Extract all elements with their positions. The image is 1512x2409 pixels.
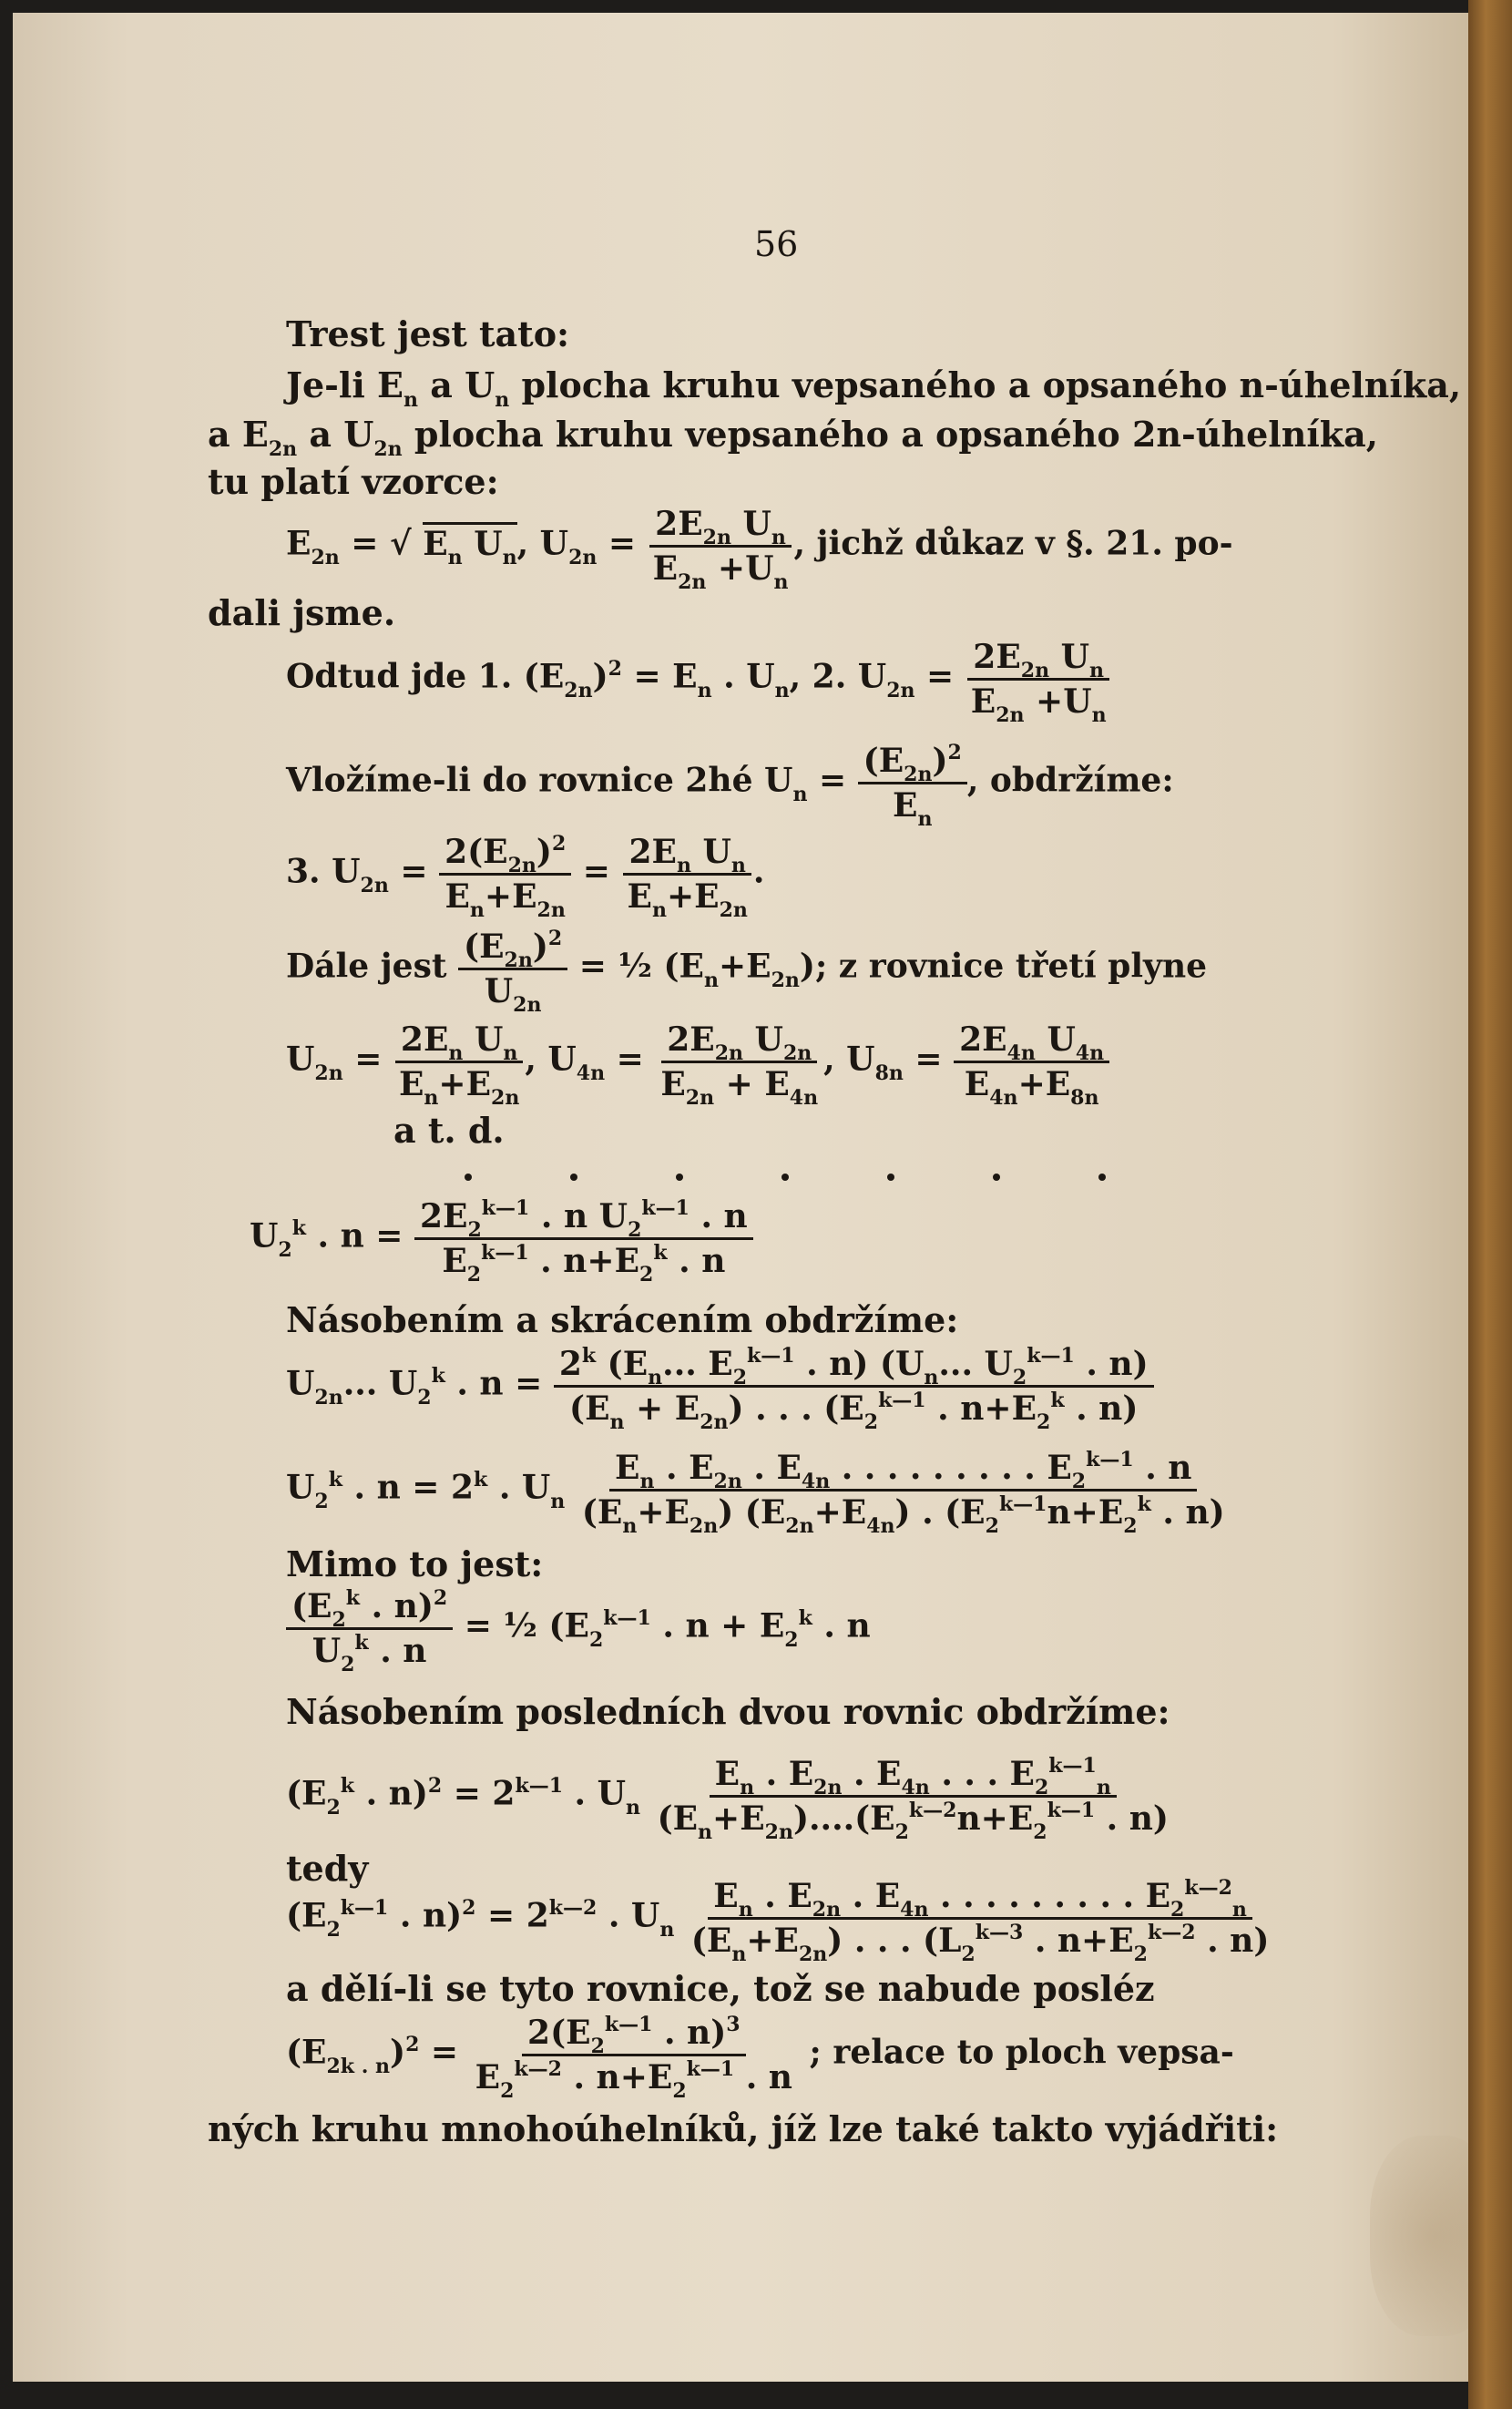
- page-number: 56: [754, 224, 799, 264]
- book-spine-edge: [1468, 0, 1512, 2409]
- formula-root-mean: $E_{2n}$ = √ $E_n$ $U_n$, $U_{2n}$ = $\frac{2E_{2n} U_n}{E_{2n} +U_n}$ , jichž důkaz v §. 21. po-: [286, 505, 1233, 594]
- dali-jsme: dali jsme.: [208, 592, 396, 633]
- ellipsis-dot: [887, 1174, 894, 1181]
- a-t-d: a t. d.: [393, 1110, 505, 1151]
- intro-line-2: a $E_{2n}$ a $U_{2n}$ plocha kruhu vepsaného a opsaného 2n-úhelníka,: [208, 414, 1378, 461]
- e-formula-1: ($E_2^k$ . $n)^2 = 2^{k—1}$ . $U_n$ $\frac{E_n . E_{2n} . E_{4n} . . . E_2^{k—1}_n}{(E_n+E_{2n})....(E_2^{k—2}n+E_2^{k—1} . n)}$: [286, 1754, 1169, 1844]
- tedy: tedy: [286, 1848, 369, 1889]
- last-line: ných kruhu mnohoúhelníků, jíž lze také takto vyjádřiti:: [208, 2108, 1279, 2149]
- ellipsis-dot: [676, 1174, 683, 1181]
- intro-line-3: tu platí vzorce:: [208, 461, 499, 502]
- ellipsis-dot: [570, 1174, 577, 1181]
- deli-li-line: a dělí-li se tyto rovnice, tož se nabude posléz: [286, 1968, 1155, 2009]
- nasobenim-skracenim: Násobením a skrácením obdržíme:: [286, 1299, 959, 1340]
- equation-3: 3. $U_{2n}$ = $\frac{2(E_{2n})^2}{E_n+E_{2n}}$ = $\frac{2E_n U_n}{E_n+E_{2n}}$ .: [286, 832, 765, 922]
- final-formula: $(E_{2k . n})^2$ = $\frac{2(E_2^{k—1} . n)^3}{E_2^{k—2} . n+E_2^{k—1} . n}$ ; relace to ploch vepsa-: [286, 2013, 1234, 2103]
- ellipsis-dot: [465, 1174, 472, 1181]
- product-formula-1: $U_{2n}$... $U_2^k$ . n = $\frac{2^k (E_n... E_2^{k—1} . n) (U_n... U_2^{k—1} . n)}{(E_n + E_{2n}) . . . (E_2^{k—1} . n+E_2^k . n)}$: [286, 1345, 1154, 1428]
- product-formula-2: $U_2^k$ . $n = 2^k$ . $U_n$ $\frac{E_n . E_{2n} . E_{4n} . . . . . . . . . E_2^{k—1} . n}{(E_n+E_{2n}) (E_{2n}+E_{4n}) . (E_2^{k—1}n+E_2^k . n)}$: [286, 1448, 1225, 1538]
- heading: Trest jest tato:: [286, 313, 570, 354]
- e-formula-2: ($E_2^{k—1}$ . $n)^2 = 2^{k—2}$ . $U_n$ $\frac{E_n . E_{2n} . E_{4n} . . . . . . . . . E_2^{k—2}_n}{(E_n+E_{2n}) . . . (L_2^{k—3} . n+E_2^{k—2} . n)}$: [286, 1876, 1270, 1966]
- ellipsis-dot: [1098, 1174, 1106, 1181]
- ellipsis-dot: [782, 1174, 789, 1181]
- recursion-chain: $U_{2n}$ = $\frac{2E_n U_n}{E_n+E_{2n}}$ , $U_{4n}$ = $\frac{2E_{2n} U_{2n}}{E_{2n} + E_{4n}}$ , $U_{8n}$ = $\frac{2E_{4n} U_{4n}}{E_{4n}+E_{8n}}$: [286, 1020, 1109, 1103]
- book-page: [13, 13, 1479, 2382]
- nasobenim-poslednich: Násobením posledních dvou rovnic obdržíme:: [286, 1691, 1170, 1732]
- dale-jest-formula: Dále jest $\frac{(E_{2n})^2}{U_{2n}}$ = ½ $(E_n+E_{2n})$; z rovnice třetí plyne: [286, 927, 1208, 1017]
- odtud-formula: Odtud jde 1. $(E_{2n})^2 = E_n$ . $U_n$, 2. $U_{2n}$ = $\frac{2E_{2n} U_n}{E_{2n} +U_n}$: [286, 638, 1112, 721]
- mimo-formula: $\frac{(E_2^k . n)^2}{U_2^k . n}$ = ½ ($E_2^{k—1}$ . $n + E_2^k$ . n: [286, 1587, 871, 1670]
- paper-stain: [1370, 2136, 1479, 2336]
- intro-line-1: Je-li $E_n$ a $U_n$ plocha kruhu vepsaného a opsaného n-úhelníka,: [286, 364, 1462, 412]
- vlozime-formula: Vložíme-li do rovnice 2hé $U_n$ = $\frac{(E_{2n})^2}{E_n}$ , obdržíme:: [286, 741, 1174, 831]
- general-formula: $U_2^k$ . n = $\frac{2E_2^{k—1} . n U_2^{k—1} . n}{E_2^{k—1} . n+E_2^k . n}$: [250, 1197, 753, 1280]
- mimo-to-jest: Mimo to jest:: [286, 1543, 544, 1584]
- ellipsis-dot: [993, 1174, 1000, 1181]
